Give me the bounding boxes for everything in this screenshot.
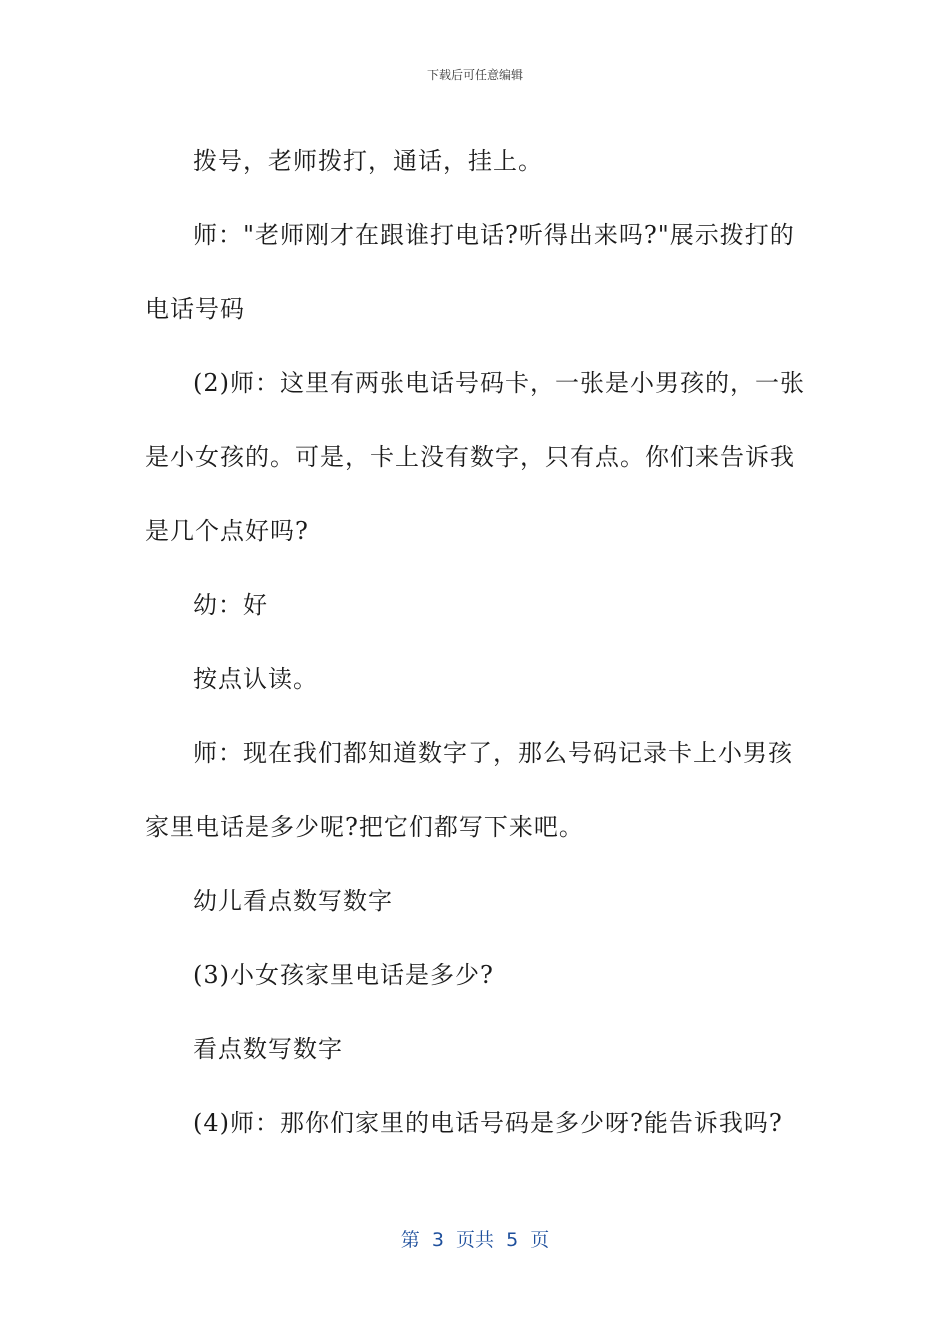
paragraph: (4)师：那你们家里的电话号码是多少呀?能告诉我吗? [193, 1109, 783, 1137]
paragraph: (3)小女孩家里电话是多少? [193, 961, 494, 989]
page-number-footer: 第 3 页共 5 页 [400, 1229, 550, 1251]
paragraph: 师：现在我们都知道数字了，那么号码记录卡上小男孩家里电话是多少呢?把它们都写下来吧。 [145, 739, 793, 841]
paragraph: 拨号，老师拨打，通话，挂上。 [193, 147, 543, 175]
document-body [145, 124, 810, 1160]
paragraph: 按点认读。 [193, 665, 318, 693]
paragraph: 幼儿看点数写数字 [193, 887, 393, 915]
paragraph: 师："老师刚才在跟谁打电话?听得出来吗?"展示拨打的电话号码 [145, 221, 795, 323]
header-note: 下载后可任意编辑 [426, 68, 523, 82]
paragraph: 幼：好 [193, 591, 268, 619]
paragraph: (2)师：这里有两张电话号码卡，一张是小男孩的，一张是小女孩的。可是，卡上没有数字，只有点。你们来告诉我是几个点好吗? [145, 369, 805, 545]
paragraph: 看点数写数字 [193, 1035, 343, 1063]
